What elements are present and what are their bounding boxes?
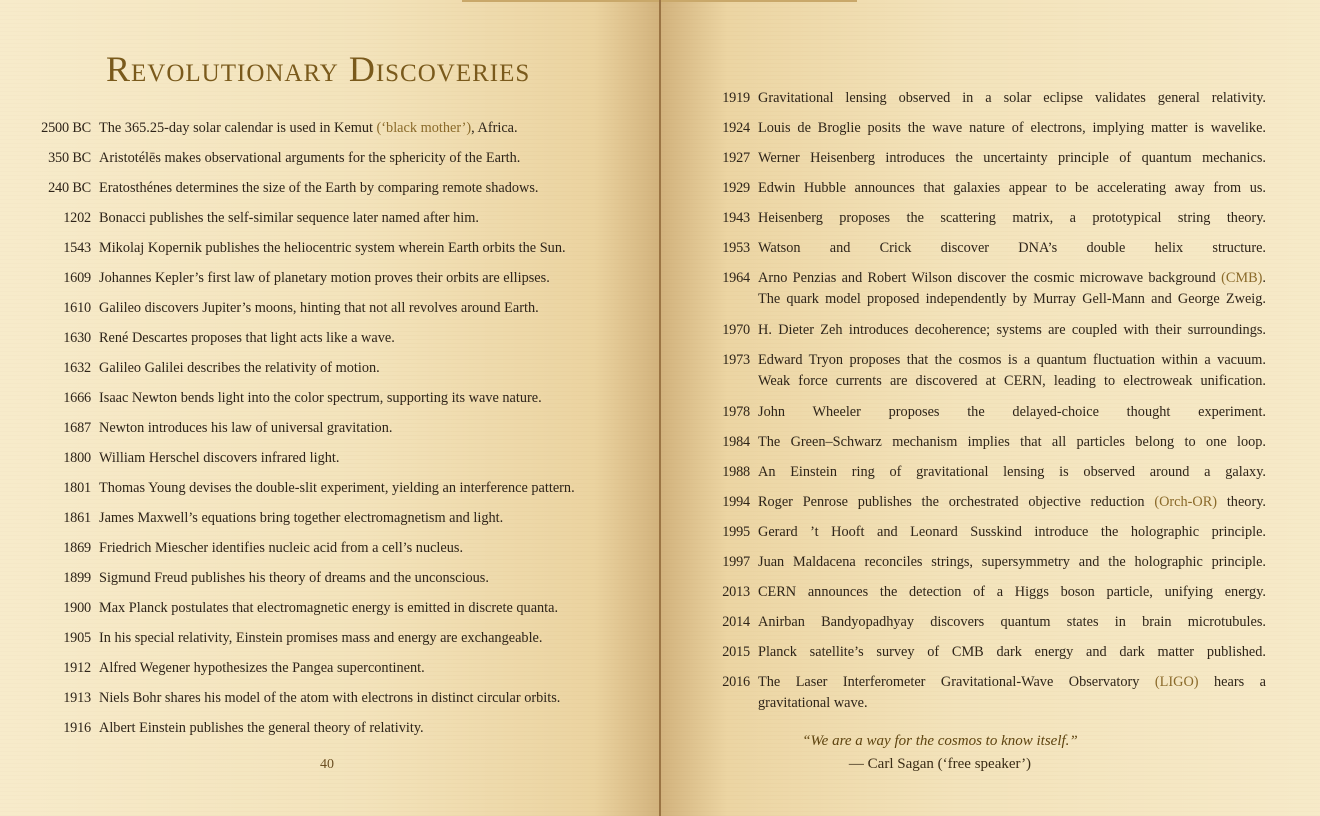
entry-text-end: hears a	[1198, 674, 1266, 690]
timeline-entry	[0, 268, 640, 298]
entry-text: Max Planck postulates that electromagnetic energy is emitted in discrete quanta.	[99, 600, 559, 616]
entry-text: Alfred Wegener hypothesizes the Pangea supercontinent.	[99, 660, 425, 676]
entry-highlight: (CMB)	[1221, 270, 1263, 286]
entry-text: Gerard ’t Hooft and Leonard Susskind introduce the holographic principle.	[758, 524, 1266, 540]
entry-text: Roger Penrose publishes the orchestrated objective reduction	[758, 494, 1155, 510]
entry-description	[758, 238, 1266, 259]
entry-description	[758, 462, 1266, 483]
entry-line	[758, 432, 1266, 453]
entry-description	[758, 642, 1266, 663]
entry-year: 1964	[722, 270, 750, 286]
entry-description	[758, 402, 1266, 423]
entry-year: 1995	[722, 524, 750, 540]
entry-text-end: theory.	[1217, 494, 1267, 510]
entry-year: 1869	[63, 540, 91, 556]
timeline-entry	[660, 432, 1280, 462]
entry-description	[99, 358, 380, 379]
entry-text: James Maxwell’s equations bring together electromagnetism and light.	[99, 510, 504, 526]
entry-text: William Herschel discovers infrared light.	[99, 450, 340, 466]
entry-text: Aristotélēs makes observational arguments for the sphericity of the Earth.	[99, 150, 521, 166]
entry-text: René Descartes proposes that light acts like a wave.	[99, 330, 395, 346]
entry-text: Newton introduces his law of universal gravitation.	[99, 420, 393, 436]
entry-year: 1919	[722, 90, 750, 106]
entry-line	[758, 268, 1266, 289]
quote-attribution: — Carl Sagan (‘free speaker’)	[848, 756, 1032, 772]
entry-description	[758, 350, 1266, 392]
timeline-entry	[0, 508, 640, 538]
timeline-entry	[660, 238, 1280, 268]
timeline-entry	[0, 118, 640, 148]
timeline-entry	[660, 88, 1280, 118]
entry-year: 1905	[63, 630, 91, 646]
entry-line	[758, 642, 1266, 663]
timeline-entry	[660, 148, 1280, 178]
entry-description	[758, 492, 1266, 513]
entry-description	[99, 208, 479, 229]
entry-text: Juan Maldacena reconciles strings, supersymmetry and the holographic principle.	[758, 554, 1266, 570]
timeline-entry	[0, 598, 640, 628]
entry-description	[99, 448, 339, 469]
entry-text: Niels Bohr shares his model of the atom with electrons in distinct circular orbits.	[99, 690, 561, 706]
timeline-entry	[660, 178, 1280, 208]
entry-text: Weak force currents are discovered at CERN, leading to electroweak unification.	[758, 373, 1266, 389]
timeline-entry	[660, 350, 1280, 402]
entry-text: Anirban Bandyopadhyay discovers quantum states in brain microtubules.	[758, 614, 1266, 630]
entry-highlight: (LIGO)	[1154, 674, 1199, 690]
entry-year: 1924	[722, 120, 750, 136]
entry-year: 1202	[63, 210, 91, 226]
timeline-entry	[660, 208, 1280, 238]
entry-year: 1916	[63, 720, 91, 736]
timeline-entry	[0, 238, 640, 268]
entry-text: Bonacci publishes the self-similar sequence later named after him.	[99, 210, 479, 226]
entry-description	[758, 268, 1266, 310]
timeline-entry	[0, 448, 640, 478]
entry-year: 2015	[722, 644, 750, 660]
entry-line	[758, 402, 1266, 423]
timeline-entry	[0, 208, 640, 238]
entry-text: Planck satellite’s survey of CMB dark energy and dark matter published.	[758, 644, 1266, 660]
entry-highlight: (‘black mother’)	[376, 120, 472, 136]
entry-description	[99, 268, 550, 289]
entry-text: The Laser Interferometer Gravitational-Wave Observatory	[758, 674, 1155, 690]
timeline-entry	[660, 320, 1280, 350]
entry-description	[99, 478, 575, 499]
entry-line	[758, 88, 1266, 109]
entry-year: 2016	[722, 674, 750, 690]
timeline-entry	[660, 582, 1280, 612]
entry-text: Watson and Crick discover DNA’s double helix structure.	[758, 240, 1266, 256]
entry-description	[99, 148, 520, 169]
entry-description	[99, 658, 425, 679]
entry-line	[758, 238, 1266, 259]
entry-description	[758, 432, 1266, 453]
entry-text: Thomas Young devises the double-slit experiment, yielding an interference pattern.	[99, 480, 575, 496]
entry-description	[758, 88, 1266, 109]
entry-line	[758, 320, 1266, 341]
entry-description	[99, 238, 566, 259]
entry-year: 1988	[722, 464, 750, 480]
timeline-entry	[0, 628, 640, 658]
entry-description	[99, 688, 560, 709]
timeline-entry	[660, 462, 1280, 492]
timeline-entry	[0, 178, 640, 208]
entry-description	[758, 208, 1266, 229]
entry-year: 1970	[722, 322, 750, 338]
entry-text: H. Dieter Zeh introduces decoherence; systems are coupled with their surroundings.	[758, 322, 1266, 338]
entry-text: Edward Tryon proposes that the cosmos is a quantum fluctuation within a vacuum.	[758, 352, 1266, 368]
entry-year: 1899	[63, 570, 91, 586]
timeline-entry	[660, 268, 1280, 320]
entry-year: 1861	[63, 510, 91, 526]
entry-line	[758, 289, 1266, 310]
timeline-entry	[660, 552, 1280, 582]
entry-description	[99, 508, 503, 529]
quote-text: “We are a way for the cosmos to know itself.”	[802, 733, 1078, 749]
entry-text: Sigmund Freud publishes his theory of dreams and the unconscious.	[99, 570, 489, 586]
entry-year: 1997	[722, 554, 750, 570]
entry-line	[758, 118, 1266, 139]
timeline-right	[660, 88, 1280, 724]
entry-description	[758, 148, 1266, 169]
entry-text: Friedrich Miescher identifies nucleic acid from a cell’s nucleus.	[99, 540, 464, 556]
entry-text: Louis de Broglie posits the wave nature of electrons, implying matter is wavelike.	[758, 120, 1266, 136]
entry-year: 1912	[63, 660, 91, 676]
page-number: 40	[320, 757, 334, 772]
entry-text: Galileo Galilei describes the relativity of motion.	[99, 360, 380, 376]
closing-quote	[660, 730, 1220, 776]
entry-year: 1900	[63, 600, 91, 616]
entry-description	[99, 388, 542, 409]
entry-text: Werner Heisenberg introduces the uncertainty principle of quantum mechanics.	[758, 150, 1266, 166]
entry-year: 1984	[722, 434, 750, 450]
entry-line	[758, 612, 1266, 633]
entry-year: 1913	[63, 690, 91, 706]
timeline-entry	[660, 522, 1280, 552]
entry-line	[758, 693, 1266, 714]
entry-description	[758, 672, 1266, 714]
entry-description	[758, 320, 1266, 341]
entry-year: 1943	[722, 210, 750, 226]
entry-highlight: (Orch-OR)	[1154, 494, 1218, 510]
entry-year: 1543	[63, 240, 91, 256]
entry-year: 1973	[722, 352, 750, 368]
entry-description	[99, 538, 463, 559]
entry-year: 1609	[63, 270, 91, 286]
timeline-entry	[660, 118, 1280, 148]
entry-year: 1953	[722, 240, 750, 256]
timeline-entry	[0, 538, 640, 568]
entry-text: CERN announces the detection of a Higgs boson particle, unifying energy.	[758, 584, 1266, 600]
timeline-entry	[0, 328, 640, 358]
entry-text: gravitational wave.	[758, 695, 868, 711]
timeline-entry	[660, 642, 1280, 672]
timeline-entry	[0, 718, 640, 748]
entry-text: Johannes Kepler’s first law of planetary motion proves their orbits are ellipses.	[99, 270, 550, 286]
entry-text: Galileo discovers Jupiter’s moons, hinting that not all revolves around Earth.	[99, 300, 539, 316]
timeline-entry	[0, 358, 640, 388]
entry-text: Isaac Newton bends light into the color spectrum, supporting its wave nature.	[99, 390, 542, 406]
timeline-entry	[0, 418, 640, 448]
entry-year: 1610	[63, 300, 91, 316]
entry-description	[99, 418, 392, 439]
entry-line	[758, 462, 1266, 483]
entry-description	[758, 118, 1266, 139]
timeline-entry	[0, 688, 640, 718]
timeline-entry	[0, 298, 640, 328]
entry-text: Arno Penzias and Robert Wilson discover the cosmic microwave background	[758, 270, 1222, 286]
page-title: Revolutionary Discoveries	[106, 49, 531, 89]
entry-line	[758, 350, 1266, 371]
entry-year: 1666	[63, 390, 91, 406]
timeline-entry	[660, 672, 1280, 724]
entry-description	[758, 522, 1266, 543]
timeline-entry	[0, 568, 640, 598]
timeline-entry	[660, 492, 1280, 522]
entry-description	[99, 598, 558, 619]
timeline-entry	[0, 388, 640, 418]
entry-description	[99, 328, 395, 349]
entry-year: 1929	[722, 180, 750, 196]
entry-text: The quark model proposed independently by Murray Gell-Mann and George Zweig.	[758, 291, 1266, 307]
entry-line	[758, 522, 1266, 543]
entry-year: 2014	[722, 614, 750, 630]
timeline-left	[0, 118, 640, 748]
entry-line	[758, 492, 1266, 513]
entry-line	[758, 672, 1266, 693]
entry-text: An Einstein ring of gravitational lensing is observed around a galaxy.	[758, 464, 1266, 480]
entry-description	[99, 118, 518, 139]
entry-year: 1800	[63, 450, 91, 466]
entry-text: The Green–Schwarz mechanism implies that all particles belong to one loop.	[758, 434, 1266, 450]
entry-text: Gravitational lensing observed in a solar eclipse validates general relativity.	[758, 90, 1266, 106]
entry-description	[99, 628, 542, 649]
entry-description	[99, 298, 539, 319]
entry-line	[758, 371, 1266, 392]
entry-year: 1994	[722, 494, 750, 510]
entry-year: 1978	[722, 404, 750, 420]
entry-year: 1687	[63, 420, 91, 436]
timeline-entry	[0, 658, 640, 688]
entry-line	[758, 178, 1266, 199]
entry-description	[99, 178, 539, 199]
entry-year: 2013	[722, 584, 750, 600]
top-edge-rule	[661, 0, 857, 2]
timeline-entry	[0, 148, 640, 178]
entry-text: Mikolaj Kopernik publishes the heliocentric system wherein Earth orbits the Sun.	[99, 240, 566, 256]
entry-text: Edwin Hubble announces that galaxies appear to be accelerating away from us.	[758, 180, 1266, 196]
entry-text: The 365.25-day solar calendar is used in Kemut	[99, 120, 377, 136]
entry-description	[99, 718, 424, 739]
entry-description	[758, 612, 1266, 633]
timeline-entry	[660, 402, 1280, 432]
entry-year: 240 BC	[48, 180, 91, 196]
entry-line	[758, 582, 1266, 603]
entry-text: John Wheeler proposes the delayed-choice thought experiment.	[758, 404, 1266, 420]
entry-year: 1801	[63, 480, 91, 496]
entry-line	[758, 148, 1266, 169]
entry-text: Heisenberg proposes the scattering matrix, a prototypical string theory.	[758, 210, 1266, 226]
timeline-entry	[660, 612, 1280, 642]
timeline-entry	[0, 478, 640, 508]
entry-text: Albert Einstein publishes the general theory of relativity.	[99, 720, 424, 736]
top-edge-rule	[462, 0, 660, 2]
entry-year: 1927	[722, 150, 750, 166]
entry-description	[99, 568, 489, 589]
entry-text-end: .	[1262, 270, 1266, 286]
entry-year: 1632	[63, 360, 91, 376]
entry-text: Eratosthénes determines the size of the Earth by comparing remote shadows.	[99, 180, 539, 196]
entry-text-end: , Africa.	[471, 120, 518, 136]
entry-description	[758, 178, 1266, 199]
entry-year: 1630	[63, 330, 91, 346]
entry-line	[758, 552, 1266, 573]
entry-line	[758, 208, 1266, 229]
entry-year: 2500 BC	[41, 120, 91, 136]
entry-description	[758, 552, 1266, 573]
entry-description	[758, 582, 1266, 603]
entry-text: In his special relativity, Einstein promises mass and energy are exchangeable.	[99, 630, 543, 646]
entry-year: 350 BC	[48, 150, 91, 166]
